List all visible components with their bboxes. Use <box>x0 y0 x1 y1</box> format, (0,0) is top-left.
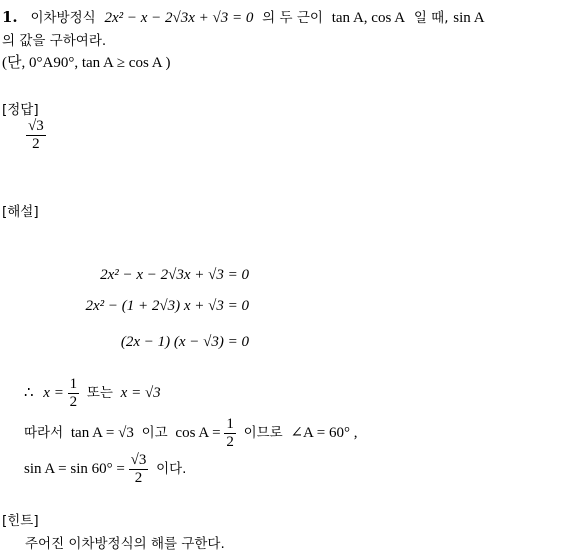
therefore-symbol: ∴ <box>24 384 34 401</box>
line2-tan: tan A = √3 <box>70 424 134 441</box>
explanation-line-2 <box>24 416 357 451</box>
problem-target: sin A <box>453 10 485 26</box>
line1-half-num: 1 <box>69 376 78 392</box>
line3-sin: sin A = sin 60° = <box>24 460 125 477</box>
line3-num: √3 <box>130 452 147 468</box>
line1-x-eq: x = <box>43 384 64 401</box>
line2-lead: 따라서 <box>24 424 64 441</box>
line2-cos: cos A = <box>175 424 221 441</box>
line2-cos-num: 1 <box>226 416 234 432</box>
problem-text-mid: 의 두 근이 <box>262 10 323 26</box>
problem-line-2: 의 값을 구하여라. <box>2 33 107 49</box>
problem-intro: 이차방정식 <box>30 10 96 26</box>
explanation-eq2: 2x² − (1 + 2√3) x + √3 = 0 <box>85 298 249 314</box>
line2-and: 이고 <box>141 424 168 441</box>
line1-x-sqrt3: x = √3 <box>120 384 161 401</box>
problem-number: 1. <box>2 8 18 26</box>
line1-half-den: 2 <box>69 394 78 410</box>
answer-fraction <box>26 118 46 153</box>
line2-angle: ∠A = 60° , <box>290 424 358 441</box>
answer-header: [정답] <box>2 102 39 118</box>
line2-cos-den: 2 <box>226 434 234 450</box>
answer-denominator: 2 <box>32 136 40 152</box>
problem-equation: 2x² − x − 2√3x + √3 = 0 <box>104 10 254 26</box>
answer-numerator: √3 <box>28 118 44 134</box>
hint-text: 주어진 이차방정식의 해를 구한다. <box>25 536 225 552</box>
line1-or: 또는 <box>86 384 113 401</box>
problem-roots: tan A, cos A <box>331 10 406 26</box>
explanation-header: [해설] <box>2 204 39 220</box>
line3-den: 2 <box>134 470 143 486</box>
explanation-line-3 <box>24 452 186 487</box>
explanation-line-1 <box>24 376 161 411</box>
line3-end: 이다. <box>156 460 187 477</box>
explanation-eq1: 2x² − x − 2√3x + √3 = 0 <box>100 267 249 283</box>
line2-so: 이므로 <box>243 424 283 441</box>
hint-header: [힌트] <box>2 513 39 529</box>
problem-condition: (단, 0°A90°, tan A ≥ cos A ) <box>2 55 171 71</box>
problem-line-1 <box>2 6 485 27</box>
explanation-eq3: (2x − 1) (x − √3) = 0 <box>120 334 249 350</box>
problem-text-end: 일 때, <box>413 10 449 26</box>
